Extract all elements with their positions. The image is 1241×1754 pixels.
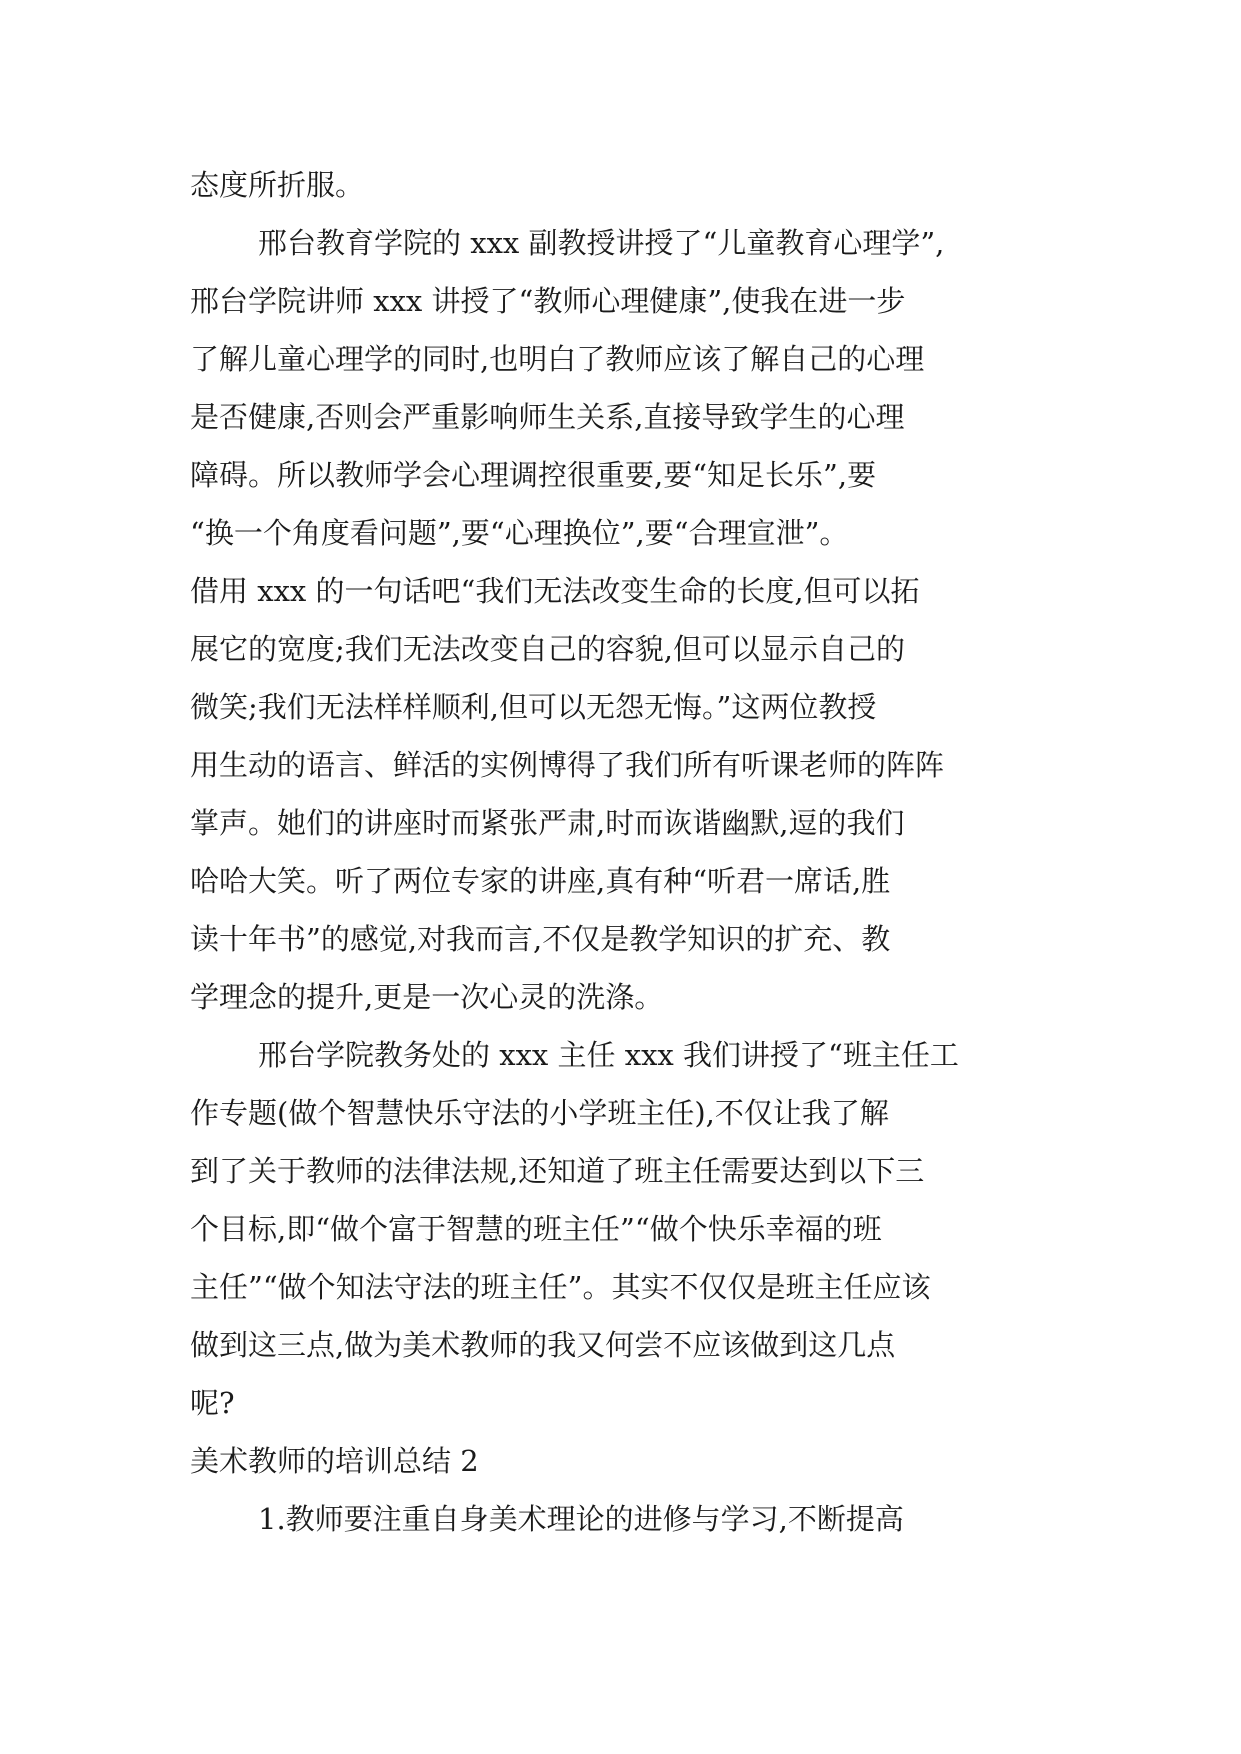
text-line: 微笑;我们无法样样顺利,但可以无怨无悔。”这两位教授	[190, 690, 877, 724]
text-line: 展它的宽度;我们无法改变自己的容貌,但可以显示自己的	[190, 632, 905, 666]
text-line: 读十年书”的感觉,对我而言,不仅是教学知识的扩充、教	[190, 922, 891, 956]
text-line: 态度所折服。	[190, 168, 365, 202]
section-heading: 美术教师的培训总结 2	[190, 1444, 479, 1478]
text-line: 是否健康,否则会严重影响师生关系,直接导致学生的心理	[190, 400, 905, 434]
text-line: 了解儿童心理学的同时,也明白了教师应该了解自己的心理	[190, 342, 925, 376]
text-line: 掌声。她们的讲座时而紧张严肃,时而诙谐幽默,逗的我们	[190, 806, 905, 840]
text-line: 用生动的语言、鲜活的实例博得了我们所有听课老师的阵阵	[190, 748, 945, 782]
text-line: 障碍。所以教师学会心理调控很重要,要“知足长乐”,要	[190, 458, 877, 492]
text-line: 哈哈大笑。听了两位专家的讲座,真有种“听君一席话,胜	[190, 864, 891, 898]
list-item: 1.教师要注重自身美术理论的进修与学习,不断提高	[258, 1502, 904, 1536]
text-line: 主任”“做个知法守法的班主任”。其实不仅仅是班主任应该	[190, 1270, 931, 1304]
text-line: 作专题(做个智慧快乐守法的小学班主任),不仅让我了解	[190, 1096, 889, 1130]
text-line: 到了关于教师的法律法规,还知道了班主任需要达到以下三	[190, 1154, 925, 1188]
paragraph-first-line: 邢台教育学院的 xxx 副教授讲授了“儿童教育心理学”,	[258, 226, 945, 260]
text-line: “换一个角度看问题”,要“心理换位”,要“合理宣泄”。	[190, 516, 849, 550]
text-line: 邢台学院讲师 xxx 讲授了“教师心理健康”,使我在进一步	[190, 284, 906, 318]
text-line: 呢?	[190, 1386, 235, 1420]
text-line: 借用 xxx 的一句话吧“我们无法改变生命的长度,但可以拓	[190, 574, 920, 608]
document-body	[190, 156, 1050, 1548]
text-line: 个目标,即“做个富于智慧的班主任”“做个快乐幸福的班	[190, 1212, 882, 1246]
text-line: 学理念的提升,更是一次心灵的洗涤。	[190, 980, 664, 1014]
paragraph-first-line: 邢台学院教务处的 xxx 主任 xxx 我们讲授了“班主任工	[258, 1038, 959, 1072]
text-line: 做到这三点,做为美术教师的我又何尝不应该做到这几点	[190, 1328, 896, 1362]
